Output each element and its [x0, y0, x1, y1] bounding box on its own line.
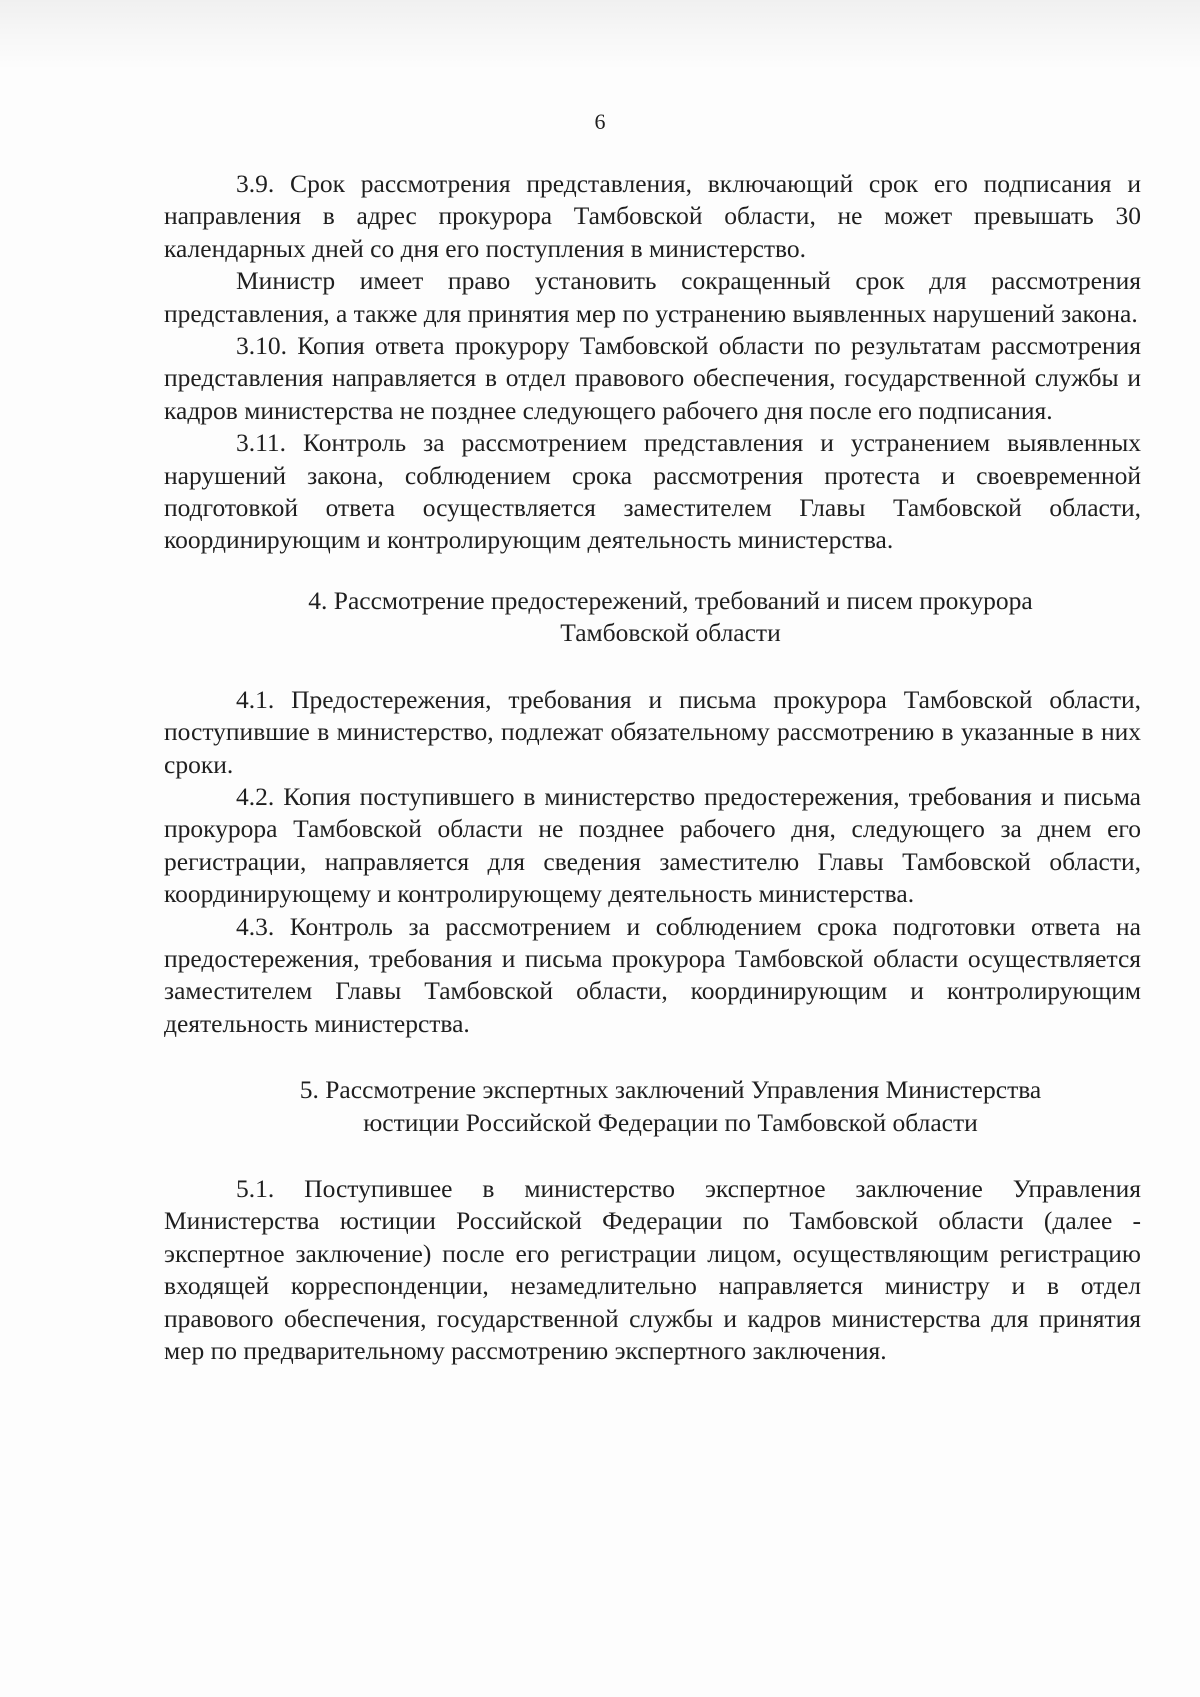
document-body — [164, 168, 1141, 1367]
paragraph-4-1: 4.1. Предостережения, требования и письма прокурора Тамбовской области, поступившие в министерство, подлежат обязательному рассмотрению в указанные в них сроки. — [164, 684, 1141, 779]
section-5-heading — [164, 1074, 1141, 1139]
paragraph-3-11: 3.11. Контроль за рассмотрением представления и устранением выявленных нарушений закона, соблюдением срока рассмотрения протеста и своевременной подготовкой ответа осуществляется заместителем Главы Тамбовской области, координирующим и контролирующим деятельность министерства. — [164, 428, 1141, 555]
paragraph-4-3: 4.3. Контроль за рассмотрением и соблюдением срока подготовки ответа на предостережения, требования и письма прокурора Тамбовской области осуществляется заместителем Главы Тамбовской области, координирующим и контролирующим деятельность министерства. — [164, 911, 1141, 1038]
section-5-heading-line-1: 5. Рассмотрение экспертных заключений Управления Министерства — [299, 1075, 1042, 1105]
paragraph-3-10: 3.10. Копия ответа прокурору Тамбовской области по результатам рассмотрения представления направляется в отдел правового обеспечения, государственной службы и кадров министерства не позднее следующего рабочего дня после его подписания. — [164, 331, 1141, 425]
section-5-heading-line-2: юстиции Российской Федерации по Тамбовской области — [363, 1107, 978, 1137]
paragraph-minister-right: Министр имеет право установить сокращенный срок для рассмотрения представления, а также для принятия мер по устранению выявленных нарушений закона. — [164, 266, 1141, 328]
section-4-heading-line-2: Тамбовской области — [560, 618, 781, 648]
paragraph-4-2: 4.2. Копия поступившего в министерство предостережения, требования и письма прокурора Тамбовской области не позднее рабочего дня, следующего за днем его регистрации, направляется для сведения заместителю Главы Тамбовской области, координирующему и контролирующему деятельность министерства. — [164, 781, 1141, 909]
section-4-heading-line-1: 4. Рассмотрение предостережений, требований и писем прокурора — [308, 585, 1033, 615]
section-4-heading — [164, 585, 1141, 650]
paragraph-5-1: 5.1. Поступившее в министерство экспертное заключение Управления Министерства юстиции Российской Федерации по Тамбовской области (далее - экспертное заключение) после его регистрации лицом, осуществляющим регистрацию входящей корреспонденции, незамедлительно направляется министру и в отдел правового обеспечения, государственной службы и кадров министерства для принятия мер по предварительному рассмотрению экспертного заключения. — [164, 1173, 1141, 1365]
page-number: 6 — [594, 109, 606, 134]
paragraph-3-9: 3.9. Срок рассмотрения представления, включающий срок его подписания и направления в адрес прокурора Тамбовской области, не может превышать 30 календарных дней со дня его поступления в министерство. — [164, 169, 1141, 263]
scan-noise — [0, 0, 1200, 70]
